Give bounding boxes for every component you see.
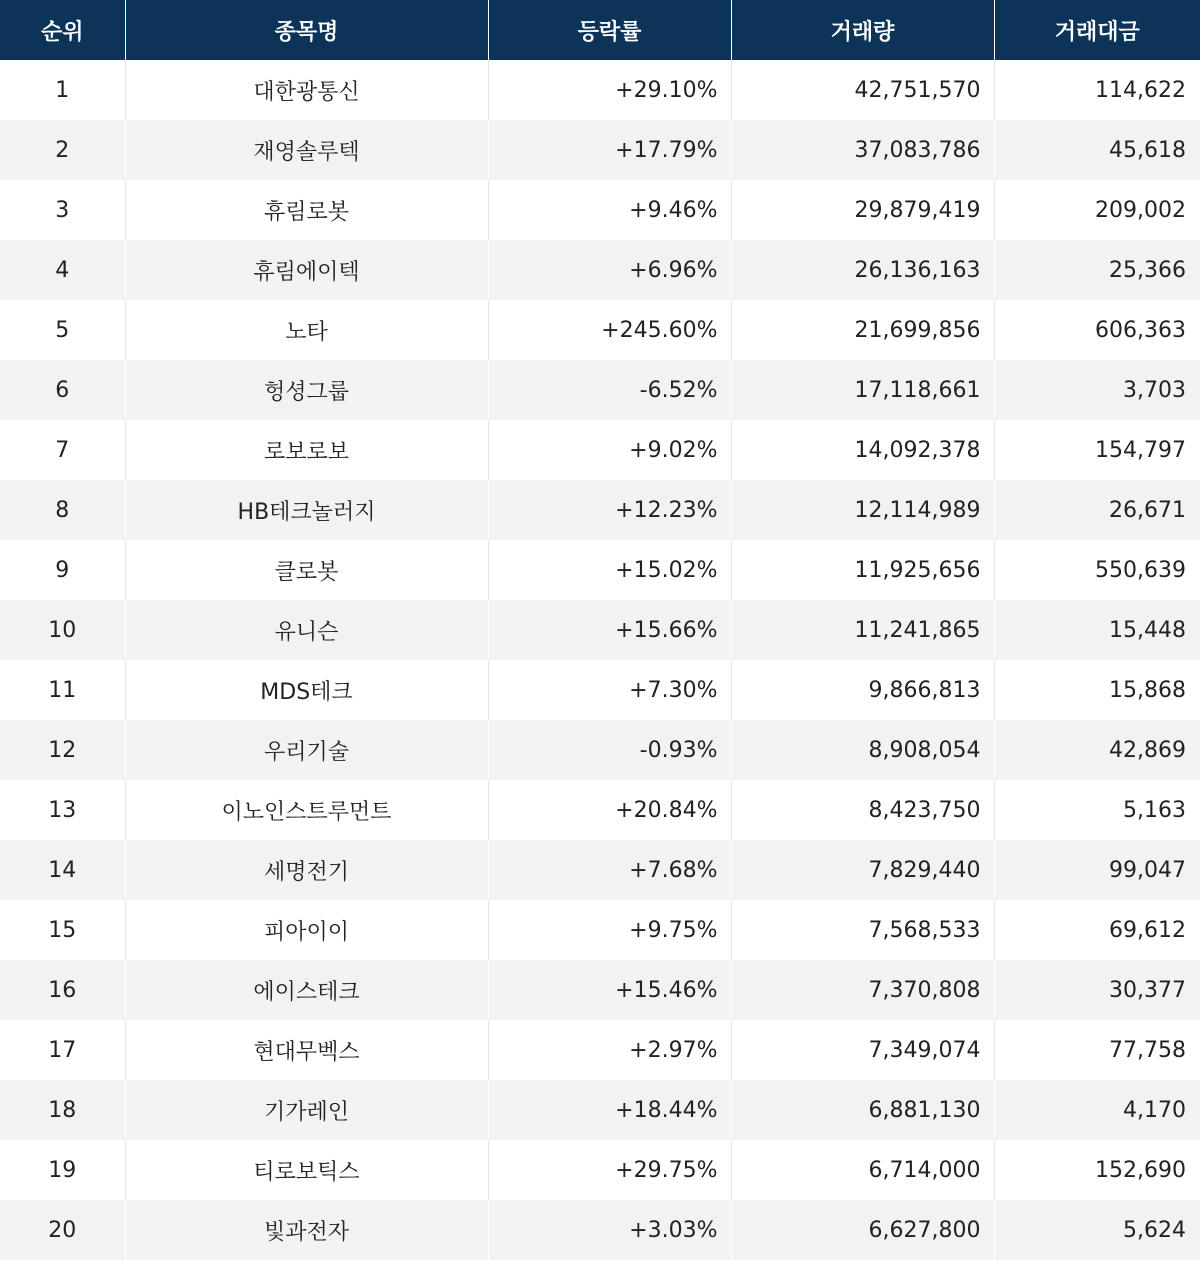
header-change: 등락률: [488, 0, 731, 60]
cell-volume: 7,829,440: [731, 840, 994, 900]
cell-rank: 18: [0, 1080, 125, 1140]
cell-trade-amount: 5,163: [994, 780, 1200, 840]
cell-change-rate: +6.96%: [488, 240, 731, 300]
cell-rank: 11: [0, 660, 125, 720]
cell-volume: 37,083,786: [731, 120, 994, 180]
cell-trade-amount: 99,047: [994, 840, 1200, 900]
table-row: [0, 720, 1200, 780]
cell-change-rate: +245.60%: [488, 300, 731, 360]
cell-stock-name: 현대무벡스: [125, 1020, 488, 1080]
cell-change-rate: +18.44%: [488, 1080, 731, 1140]
cell-trade-amount: 77,758: [994, 1020, 1200, 1080]
cell-rank: 2: [0, 120, 125, 180]
cell-trade-amount: 30,377: [994, 960, 1200, 1020]
cell-change-rate: +15.02%: [488, 540, 731, 600]
cell-change-rate: +29.75%: [488, 1140, 731, 1200]
cell-rank: 14: [0, 840, 125, 900]
cell-stock-name: HB테크놀러지: [125, 480, 488, 540]
cell-change-rate: +7.68%: [488, 840, 731, 900]
cell-volume: 7,568,533: [731, 900, 994, 960]
cell-rank: 3: [0, 180, 125, 240]
cell-stock-name: MDS테크: [125, 660, 488, 720]
cell-change-rate: -6.52%: [488, 360, 731, 420]
cell-change-rate: +9.75%: [488, 900, 731, 960]
cell-stock-name: 대한광통신: [125, 60, 488, 120]
cell-change-rate: +15.66%: [488, 600, 731, 660]
cell-stock-name: 에이스테크: [125, 960, 488, 1020]
cell-stock-name: 피아이이: [125, 900, 488, 960]
cell-volume: 6,627,800: [731, 1200, 994, 1260]
header-rank: 순위: [0, 0, 125, 60]
cell-trade-amount: 15,448: [994, 600, 1200, 660]
cell-trade-amount: 114,622: [994, 60, 1200, 120]
table-row: [0, 120, 1200, 180]
cell-change-rate: +17.79%: [488, 120, 731, 180]
cell-trade-amount: 69,612: [994, 900, 1200, 960]
cell-change-rate: +9.02%: [488, 420, 731, 480]
cell-rank: 16: [0, 960, 125, 1020]
table-row: [0, 180, 1200, 240]
cell-rank: 17: [0, 1020, 125, 1080]
table-body: [0, 60, 1200, 1260]
cell-rank: 1: [0, 60, 125, 120]
cell-trade-amount: 606,363: [994, 300, 1200, 360]
cell-stock-name: 노타: [125, 300, 488, 360]
table-row: [0, 540, 1200, 600]
cell-change-rate: +15.46%: [488, 960, 731, 1020]
cell-trade-amount: 152,690: [994, 1140, 1200, 1200]
cell-trade-amount: 15,868: [994, 660, 1200, 720]
cell-trade-amount: 45,618: [994, 120, 1200, 180]
cell-stock-name: 세명전기: [125, 840, 488, 900]
cell-rank: 15: [0, 900, 125, 960]
table-row: [0, 1020, 1200, 1080]
cell-volume: 21,699,856: [731, 300, 994, 360]
cell-rank: 8: [0, 480, 125, 540]
cell-trade-amount: 4,170: [994, 1080, 1200, 1140]
table-header: [0, 0, 1200, 60]
cell-volume: 7,349,074: [731, 1020, 994, 1080]
table-row: [0, 300, 1200, 360]
cell-trade-amount: 42,869: [994, 720, 1200, 780]
cell-volume: 6,714,000: [731, 1140, 994, 1200]
table-row: [0, 660, 1200, 720]
cell-trade-amount: 25,366: [994, 240, 1200, 300]
cell-stock-name: 기가레인: [125, 1080, 488, 1140]
cell-trade-amount: 550,639: [994, 540, 1200, 600]
table-row: [0, 1200, 1200, 1260]
cell-change-rate: +7.30%: [488, 660, 731, 720]
cell-volume: 11,925,656: [731, 540, 994, 600]
table-row: [0, 780, 1200, 840]
cell-change-rate: +12.23%: [488, 480, 731, 540]
cell-stock-name: 재영솔루텍: [125, 120, 488, 180]
table-row: [0, 600, 1200, 660]
cell-stock-name: 빛과전자: [125, 1200, 488, 1260]
table-row: [0, 960, 1200, 1020]
cell-volume: 12,114,989: [731, 480, 994, 540]
cell-change-rate: +29.10%: [488, 60, 731, 120]
cell-stock-name: 이노인스트루먼트: [125, 780, 488, 840]
cell-change-rate: -0.93%: [488, 720, 731, 780]
cell-change-rate: +9.46%: [488, 180, 731, 240]
cell-stock-name: 우리기술: [125, 720, 488, 780]
table-row: [0, 360, 1200, 420]
cell-change-rate: +2.97%: [488, 1020, 731, 1080]
table-row: [0, 900, 1200, 960]
table-row: [0, 240, 1200, 300]
header-row: [0, 0, 1200, 60]
cell-rank: 10: [0, 600, 125, 660]
table-row: [0, 60, 1200, 120]
cell-trade-amount: 5,624: [994, 1200, 1200, 1260]
cell-stock-name: 로보로보: [125, 420, 488, 480]
cell-volume: 8,908,054: [731, 720, 994, 780]
cell-rank: 5: [0, 300, 125, 360]
cell-volume: 11,241,865: [731, 600, 994, 660]
cell-rank: 6: [0, 360, 125, 420]
table-row: [0, 840, 1200, 900]
cell-rank: 19: [0, 1140, 125, 1200]
cell-volume: 7,370,808: [731, 960, 994, 1020]
header-volume: 거래량: [731, 0, 994, 60]
cell-trade-amount: 3,703: [994, 360, 1200, 420]
cell-volume: 14,092,378: [731, 420, 994, 480]
cell-rank: 7: [0, 420, 125, 480]
cell-trade-amount: 154,797: [994, 420, 1200, 480]
cell-trade-amount: 26,671: [994, 480, 1200, 540]
cell-change-rate: +3.03%: [488, 1200, 731, 1260]
cell-stock-name: 휴림에이텍: [125, 240, 488, 300]
cell-trade-amount: 209,002: [994, 180, 1200, 240]
cell-volume: 29,879,419: [731, 180, 994, 240]
cell-rank: 20: [0, 1200, 125, 1260]
cell-volume: 6,881,130: [731, 1080, 994, 1140]
header-name: 종목명: [125, 0, 488, 60]
cell-rank: 4: [0, 240, 125, 300]
table-row: [0, 1080, 1200, 1140]
cell-stock-name: 티로보틱스: [125, 1140, 488, 1200]
cell-stock-name: 헝셩그룹: [125, 360, 488, 420]
cell-stock-name: 클로봇: [125, 540, 488, 600]
cell-volume: 8,423,750: [731, 780, 994, 840]
cell-rank: 9: [0, 540, 125, 600]
cell-rank: 13: [0, 780, 125, 840]
cell-volume: 26,136,163: [731, 240, 994, 300]
cell-change-rate: +20.84%: [488, 780, 731, 840]
header-amount: 거래대금: [994, 0, 1200, 60]
table-row: [0, 1140, 1200, 1200]
cell-volume: 9,866,813: [731, 660, 994, 720]
cell-rank: 12: [0, 720, 125, 780]
cell-stock-name: 휴림로봇: [125, 180, 488, 240]
table-row: [0, 420, 1200, 480]
table-row: [0, 480, 1200, 540]
cell-volume: 17,118,661: [731, 360, 994, 420]
cell-stock-name: 유니슨: [125, 600, 488, 660]
cell-volume: 42,751,570: [731, 60, 994, 120]
